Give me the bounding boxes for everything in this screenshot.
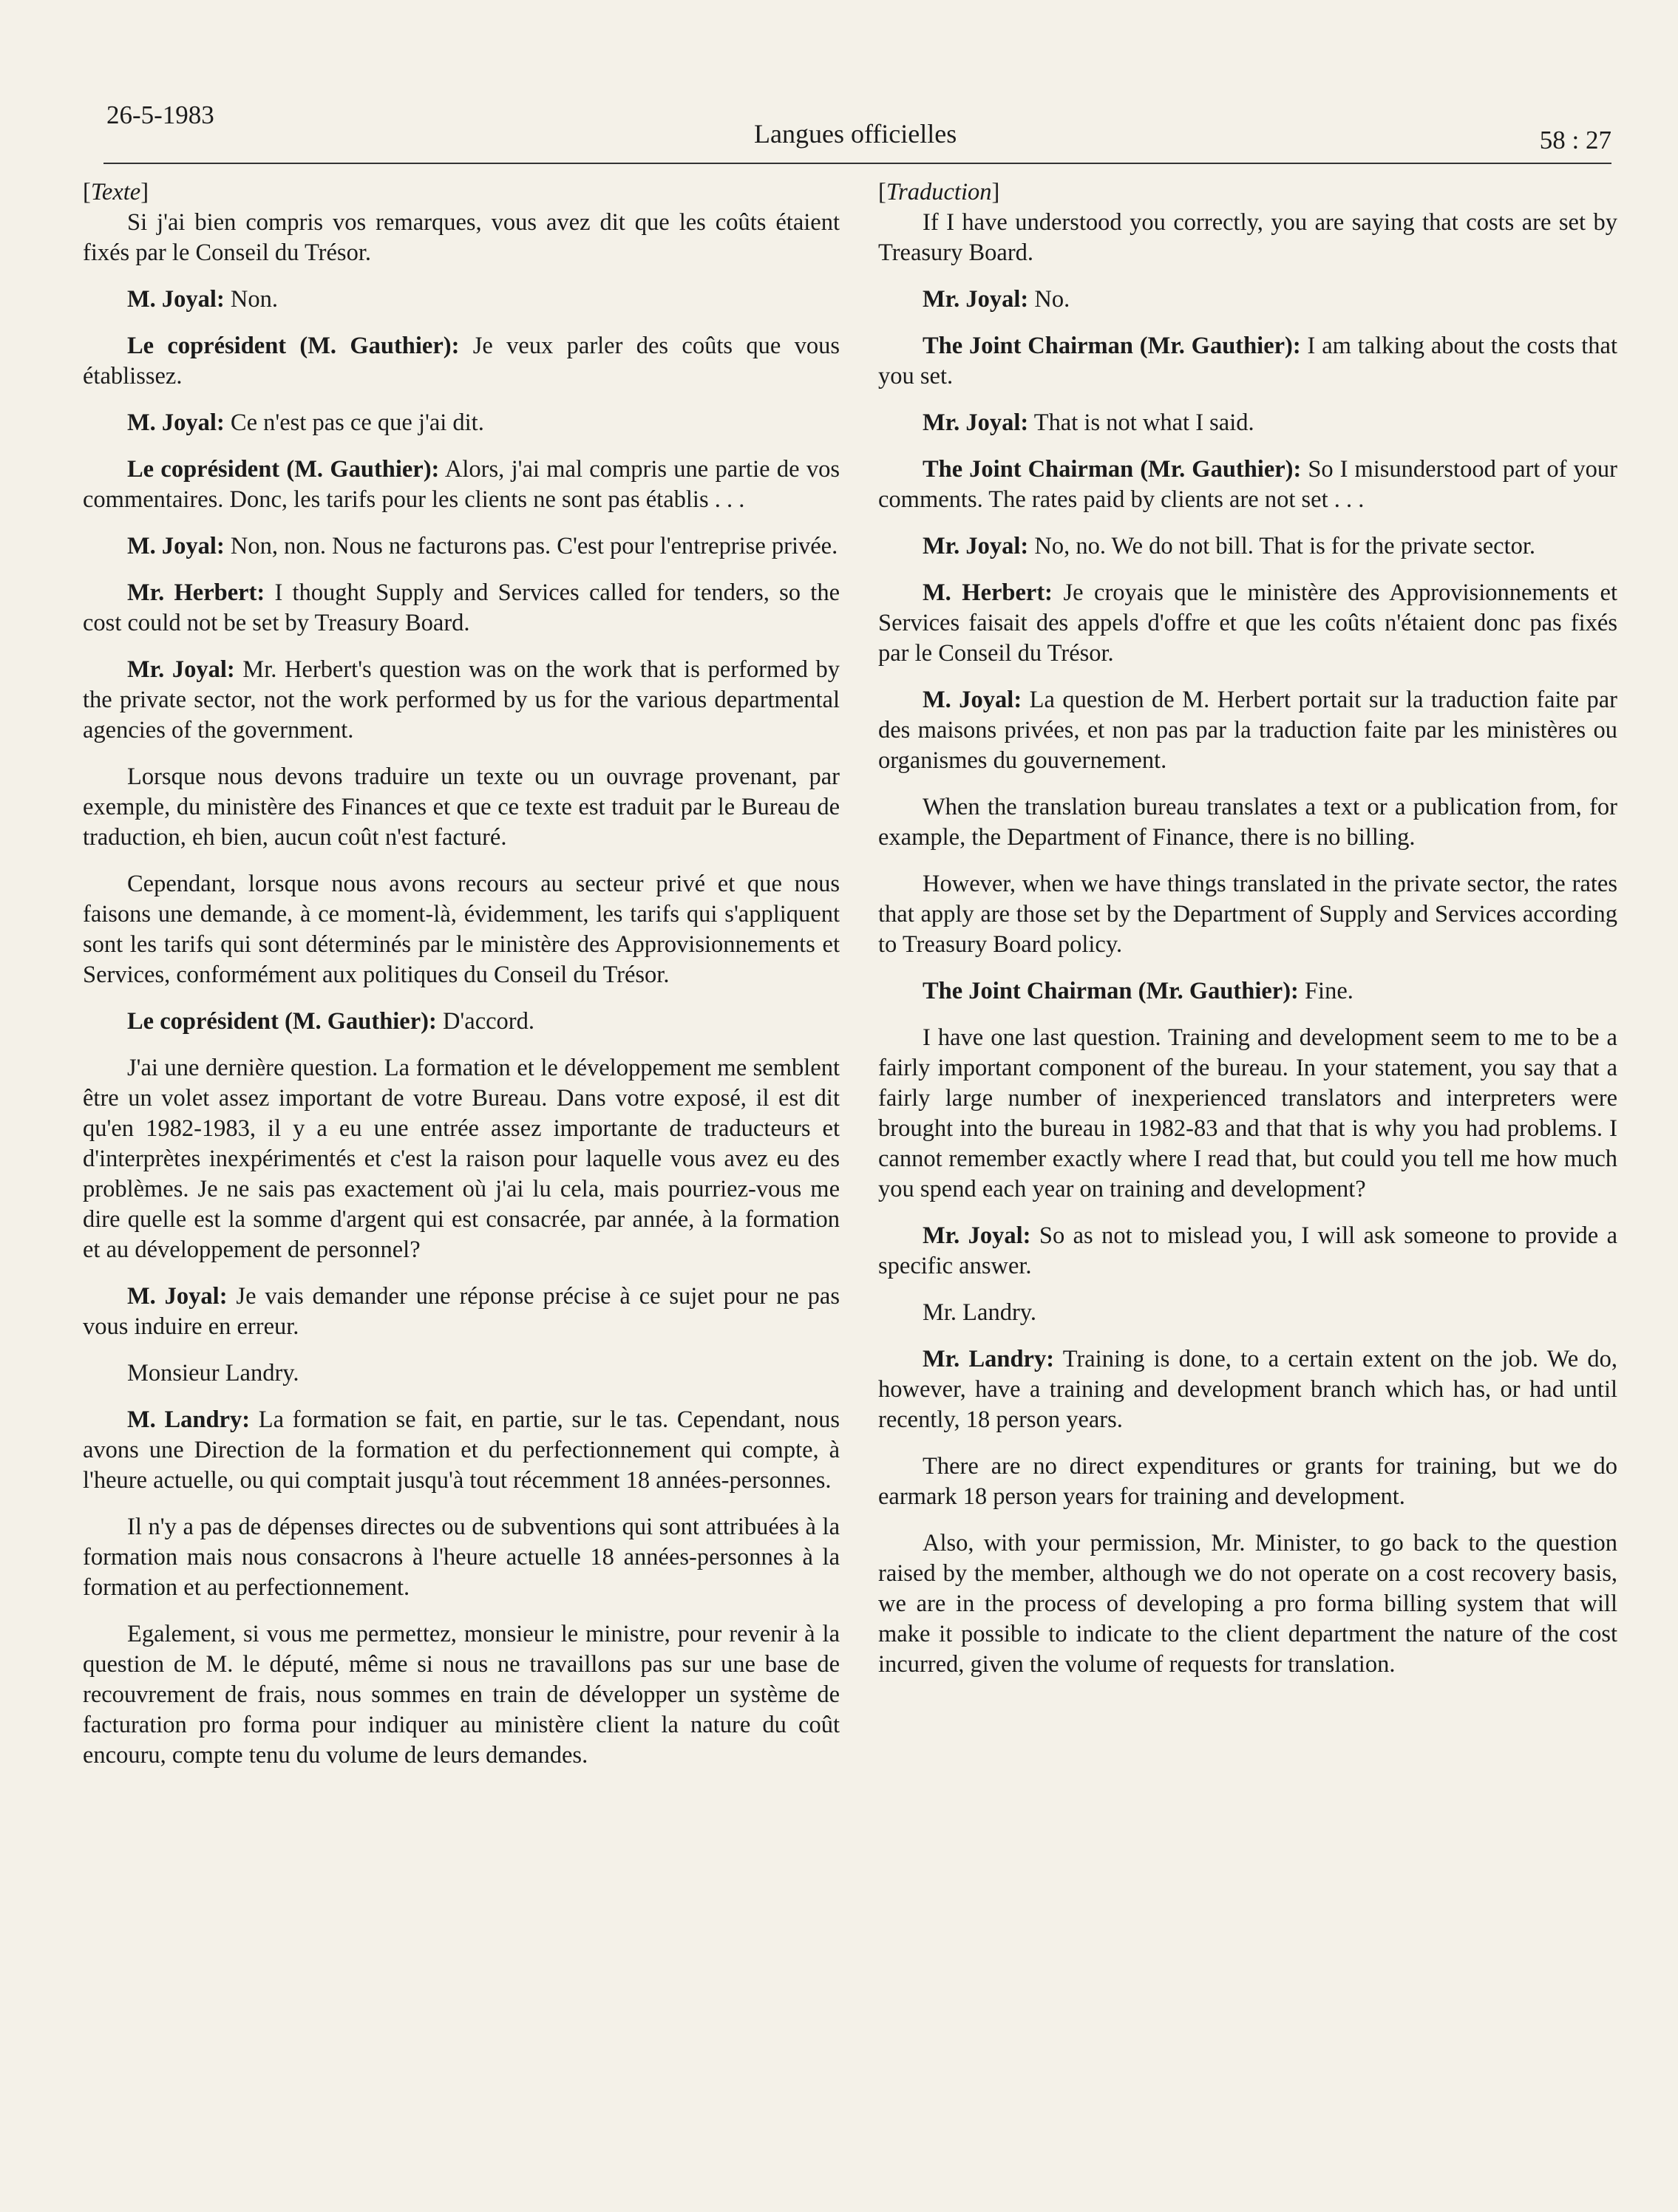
paragraph-text: I have one last question. Training and development seem to me to be a fairly important component of the bureau. In your statement, you say that a fairly large number of inexperienced translators and interpreters were brought into the bureau in 1982-83 and that that is why you had problems. I cannot remember exactly where I read that, but could you tell me how much you spend each year on training and development? [878, 1024, 1617, 1202]
paragraph [83, 1007, 840, 1037]
paragraph-text: Je croyais que le ministère des Approvisionnements et Services faisait des appels d'offre et que les coûts n'étaient donc pas fixés par le Conseil du Trésor. [878, 579, 1617, 667]
paragraph-text: However, when we have things translated in the private sector, the rates that apply are those set by the Department of Supply and Services according to Treasury Board policy. [878, 871, 1617, 958]
speaker-name: Mr. Joyal: [923, 409, 1029, 436]
paragraph-text: If I have understood you correctly, you are saying that costs are set by Treasury Board. [878, 209, 1617, 266]
paragraph [83, 1358, 840, 1389]
speaker-name: M. Joyal: [127, 533, 225, 559]
paragraph [83, 1405, 840, 1496]
paragraph [83, 578, 840, 639]
left-column [83, 177, 840, 1771]
speaker-name: M. Herbert: [923, 579, 1053, 606]
header-title: Langues officielles [754, 119, 957, 149]
paragraph-text: La question de M. Herbert portait sur la traduction faite par des maisons privées, et non pas par la traduction faite par les ministères ou organismes du gouvernement. [878, 687, 1617, 774]
paragraph-text: I thought Supply and Services called for tenders, so the cost could not be set by Treasury Board. [83, 579, 840, 636]
speaker-name: Le coprésident (M. Gauthier): [127, 1008, 437, 1035]
speaker-name: Mr. Joyal: [923, 286, 1029, 313]
paragraph-text: Lorsque nous devons traduire un texte ou un ouvrage provenant, par exemple, du ministère des Finances et que ce texte est traduit par le Bureau de traduction, eh bien, aucun coût n'est facturé. [83, 763, 840, 851]
paragraph-text: That is not what I said. [1028, 409, 1254, 436]
paragraph-text: Non, non. Nous ne facturons pas. C'est pour l'entreprise privée. [224, 533, 838, 559]
paragraph-text: So I misunderstood part of your comments. The rates paid by clients are not set . . . [878, 456, 1617, 513]
speaker-name: Mr. Joyal: [923, 1222, 1031, 1249]
paragraph [878, 1344, 1617, 1435]
paragraph-text: Je vais demander une réponse précise à ce sujet pour ne pas vous induire en erreur. [83, 1283, 840, 1340]
paragraph [83, 331, 840, 392]
paragraph [878, 792, 1617, 853]
speaker-name: Mr. Joyal: [127, 656, 235, 683]
paragraph [878, 331, 1617, 392]
paragraph-text: Mr. Landry. [923, 1299, 1037, 1326]
paragraph [878, 1298, 1617, 1328]
page-header [103, 89, 1611, 170]
header-date: 26-5-1983 [106, 101, 214, 129]
paragraph-text: So as not to mislead you, I will ask someone to provide a specific answer. [878, 1222, 1617, 1279]
paragraph-text: La formation se fait, en partie, sur le tas. Cependant, nous avons une Direction de la formation et du perfectionnement qui compte, à l'heure actuelle, ou qui comptait jusqu'à tout récemment 18 années-personnes. [83, 1406, 840, 1494]
paragraph [83, 1619, 840, 1771]
paragraph-text: I am talking about the costs that you set. [878, 333, 1617, 389]
paragraph [83, 869, 840, 990]
paragraph-text: Training is done, to a certain extent on the job. We do, however, have a training and development branch which has, or had until recently, 18 person years. [878, 1346, 1617, 1433]
paragraph-text: No, no. We do not bill. That is for the private sector. [1028, 533, 1536, 559]
header-page-number: 58 : 27 [1539, 126, 1611, 154]
paragraph [83, 455, 840, 515]
paragraph-text: Non. [224, 286, 279, 313]
paragraph [878, 1221, 1617, 1282]
paragraph-text: No. [1028, 286, 1070, 313]
paragraph [83, 285, 840, 315]
speaker-name: Le coprésident (M. Gauthier): [127, 333, 460, 359]
paragraph-text: Je veux parler des coûts que vous établissez. [83, 333, 840, 389]
speaker-name: Mr. Landry: [923, 1346, 1055, 1372]
paragraph [878, 1452, 1617, 1512]
paragraph-text: Si j'ai bien compris vos remarques, vous avez dit que les coûts étaient fixés par le Conseil du Trésor. [83, 209, 840, 266]
paragraph [878, 1023, 1617, 1205]
speaker-name: The Joint Chairman (Mr. Gauthier): [923, 456, 1302, 483]
paragraph-text: When the translation bureau translates a text or a publication from, for example, the Department of Finance, there is no billing. [878, 794, 1617, 851]
paragraph-text: Alors, j'ai mal compris une partie de vos commentaires. Donc, les tarifs pour les clients ne sont pas établis . . . [83, 456, 840, 513]
paragraph [83, 208, 840, 268]
speaker-name: Mr. Joyal: [923, 533, 1029, 559]
speaker-name: M. Landry: [127, 1406, 251, 1433]
right-column [878, 177, 1617, 1680]
speaker-name: M. Joyal: [127, 409, 225, 436]
speaker-name: The Joint Chairman (Mr. Gauthier): [923, 333, 1301, 359]
speaker-name: The Joint Chairman (Mr. Gauthier): [923, 978, 1299, 1004]
paragraph [83, 1053, 840, 1265]
paragraph [878, 455, 1617, 515]
paragraph-text: Ce n'est pas ce que j'ai dit. [224, 409, 484, 436]
header-rule [103, 163, 1611, 164]
speaker-name: Le coprésident (M. Gauthier): [127, 456, 440, 483]
speaker-name: Mr. Herbert: [127, 579, 265, 606]
paragraph [878, 578, 1617, 669]
paragraph-text: Also, with your permission, Mr. Minister, to go back to the question raised by the member, although we do not operate on a cost recovery basis, we are in the process of developing a pro forma billing system that will make it possible to indicate to the client department the nature of the cost incurred, given the volume of requests for translation. [878, 1530, 1617, 1678]
paragraph-text: Monsieur Landry. [127, 1360, 299, 1386]
paragraph [83, 531, 840, 562]
paragraph [83, 1282, 840, 1342]
paragraph-text: D'accord. [436, 1008, 534, 1035]
paragraph-text: Il n'y a pas de dépenses directes ou de subventions qui sont attribuées à la formation mais nous consacrons à l'heure actuelle 18 années-personnes à la formation et au perfectionnement. [83, 1514, 840, 1601]
paragraph [878, 869, 1617, 960]
paragraph [83, 1512, 840, 1603]
paragraph [878, 976, 1617, 1007]
speaker-name: M. Joyal: [923, 687, 1022, 713]
speaker-name: M. Joyal: [127, 286, 225, 313]
paragraph [878, 285, 1617, 315]
paragraph-text: Mr. Herbert's question was on the work that is performed by the private sector, not the work performed by us for the various departmental agencies of the government. [83, 656, 840, 743]
paragraph [83, 762, 840, 853]
paragraph [878, 685, 1617, 776]
left-column-label: [Texte] [83, 179, 149, 205]
paragraph [83, 655, 840, 746]
paragraph [878, 1528, 1617, 1680]
paragraph [83, 408, 840, 438]
paragraph [878, 208, 1617, 268]
paragraph-text: Cependant, lorsque nous avons recours au secteur privé et que nous faisons une demande, à ce moment-là, évidemment, les tarifs qui s'appliquent sont les tarifs qui sont déterminés par le ministère des Approvisionnements et Services, conformément aux politiques du Conseil du Trésor. [83, 871, 840, 988]
speaker-name: M. Joyal: [127, 1283, 228, 1310]
paragraph-text: Fine. [1298, 978, 1353, 1004]
paragraph-text: There are no direct expenditures or grants for training, but we do earmark 18 person years for training and development. [878, 1453, 1617, 1510]
right-column-label: [Traduction] [878, 179, 1000, 205]
paragraph-text: J'ai une dernière question. La formation et le développement me semblent être un volet assez important de votre Bureau. Dans votre exposé, il est dit qu'en 1982-1983, il y a eu une entrée assez importante de traducteurs et d'interprètes inexpérimentés et c'est la raison pour laquelle vous avez eu des problèmes. Je ne sais pas exactement où j'ai lu cela, mais pourriez-vous me dire quelle est la somme d'argent qui est consacrée, par année, à la formation et au développement de personnel? [83, 1055, 840, 1263]
paragraph-text: Egalement, si vous me permettez, monsieur le ministre, pour revenir à la question de M. le député, même si nous ne travaillons pas sur une base de recouvrement de frais, nous sommes en train de développer un système de facturation pro forma pour indiquer au ministère client la nature du coût encouru, compte tenu du volume de leurs demandes. [83, 1621, 840, 1769]
paragraph [878, 408, 1617, 438]
paragraph [878, 531, 1617, 562]
